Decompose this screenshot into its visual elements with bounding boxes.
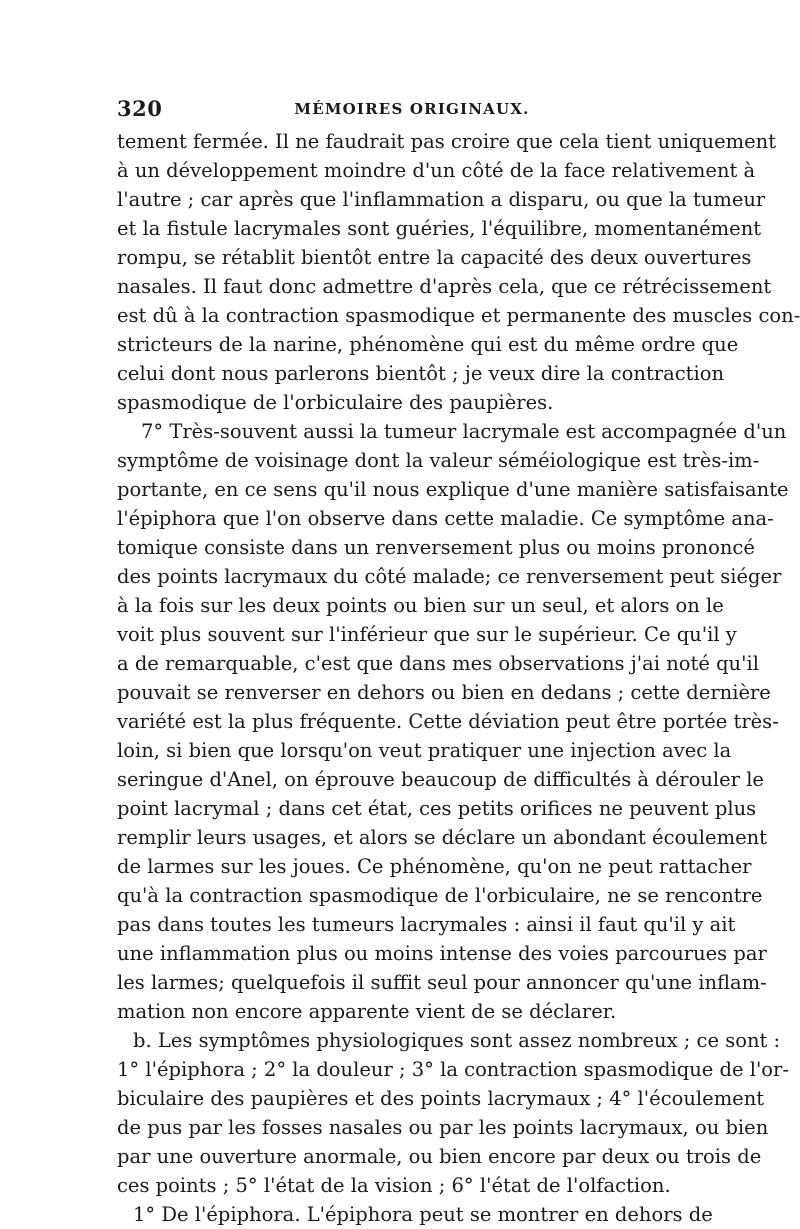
text-line: a de remarquable, c'est que dans mes observations j'ai noté qu'il	[117, 652, 759, 675]
text-line: rompu, se rétablit bientôt entre la capacité des deux ouvertures	[117, 246, 752, 269]
text-line: l'autre ; car après que l'inflammation a disparu, ou que la tumeur	[117, 188, 766, 211]
text-line: voit plus souvent sur l'inférieur que sur le supérieur. Ce qu'il y	[117, 623, 737, 646]
text-line: et la fistule lacrymales sont guéries, l'équilibre, momentanément	[117, 217, 762, 240]
text-line: spasmodique de l'orbiculaire des paupières.	[117, 391, 554, 414]
text-line: ces points ; 5° l'état de la vision ; 6° l'état de l'olfaction.	[117, 1174, 671, 1197]
text-line: stricteurs de la narine, phénomène qui est du même ordre que	[117, 333, 739, 356]
text-line: 7° Très-souvent aussi la tumeur lacrymale est accompagnée d'un	[141, 420, 787, 443]
text-line: une inflammation plus ou moins intense des voies parcourues par	[117, 942, 767, 965]
text-line: point lacrymal ; dans cet état, ces petits orifices ne peuvent plus	[117, 797, 757, 820]
text-line: portante, en ce sens qu'il nous explique d'une manière satisfaisante	[117, 478, 789, 501]
text-line: remplir leurs usages, et alors se déclare un abondant écoulement	[117, 826, 768, 849]
text-line: tement fermée. Il ne faudrait pas croire que cela tient uniquement	[117, 130, 777, 153]
text-line: 1° l'épiphora ; 2° la douleur ; 3° la contraction spasmodique de l'or-	[117, 1058, 789, 1081]
text-line: tomique consiste dans un renversement plus ou moins prononcé	[117, 536, 755, 559]
text-line: 1° De l'épiphora. L'épiphora peut se montrer en dehors de	[133, 1203, 713, 1226]
text-line: seringue d'Anel, on éprouve beaucoup de difficultés à dérouler le	[117, 768, 764, 791]
text-line: qu'à la contraction spasmodique de l'orbiculaire, ne se rencontre	[117, 884, 763, 907]
text-line: les larmes; quelquefois il suffit seul pour annoncer qu'une inflam-	[117, 971, 767, 994]
text-line: biculaire des paupières et des points lacrymaux ; 4° l'écoulement	[117, 1087, 765, 1110]
text-line: par une ouverture anormale, ou bien encore par deux ou trois de	[117, 1145, 762, 1168]
text-line: nasales. Il faut donc admettre d'après cela, que ce rétrécissement	[117, 275, 772, 298]
running-title: MÉMOIRES ORIGINAUX.	[294, 100, 530, 118]
text-line: à la fois sur les deux points ou bien sur un seul, et alors on le	[117, 594, 724, 617]
page-number: 320	[117, 96, 163, 121]
text-line: de pus par les fosses nasales ou par les points lacrymaux, ou bien	[117, 1116, 769, 1139]
text-line: l'épiphora que l'on observe dans cette maladie. Ce symptôme ana-	[117, 507, 774, 530]
text-line: à un développement moindre d'un côté de la face relativement à	[117, 159, 756, 182]
text-line: loin, si bien que lorsqu'on veut pratiquer une injection avec la	[117, 739, 732, 762]
text-line: pas dans toutes les tumeurs lacrymales : ainsi il faut qu'il y ait	[117, 913, 736, 936]
text-line: des points lacrymaux du côté malade; ce renversement peut siéger	[117, 565, 782, 588]
text-line: b. Les symptômes physiologiques sont assez nombreux ; ce sont :	[133, 1029, 781, 1052]
page-header	[117, 96, 687, 126]
text-line: celui dont nous parlerons bientôt ; je veux dire la contraction	[117, 362, 725, 385]
text-line: mation non encore apparente vient de se déclarer.	[117, 1000, 617, 1023]
text-line: variété est la plus fréquente. Cette déviation peut être portée très-	[117, 710, 779, 733]
text-line: est dû à la contraction spasmodique et permanente des muscles con-	[117, 304, 800, 327]
text-line: symptôme de voisinage dont la valeur séméiologique est très-im-	[117, 449, 760, 472]
text-line: de larmes sur les joues. Ce phénomène, qu'on ne peut rattacher	[117, 855, 752, 878]
text-line: pouvait se renverser en dehors ou bien en dedans ; cette dernière	[117, 681, 771, 704]
